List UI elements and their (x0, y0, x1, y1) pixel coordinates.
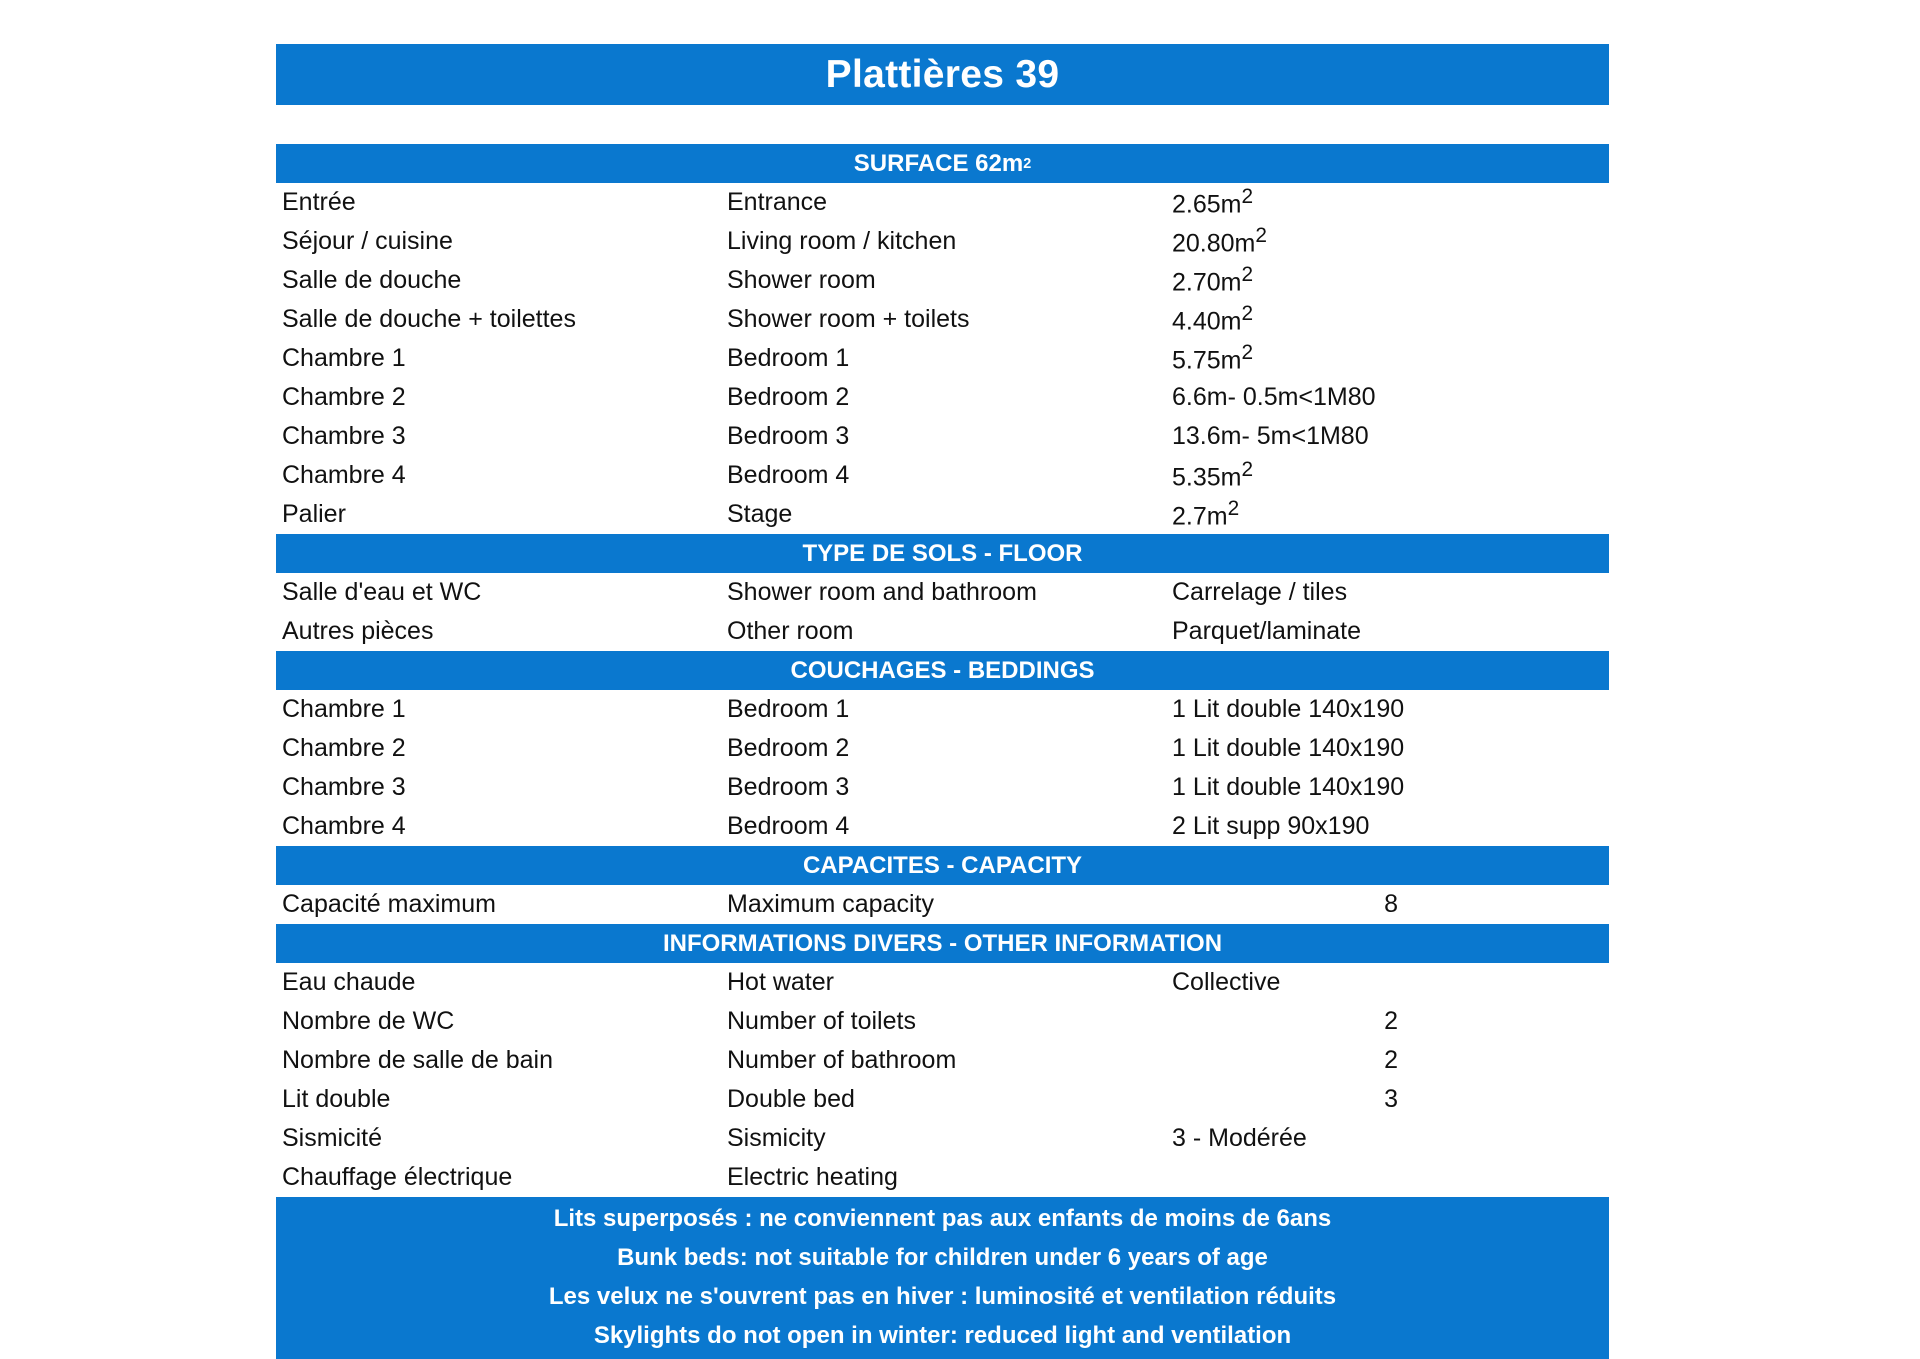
text-value: Carrelage / tiles (1172, 578, 1348, 606)
value-cell (1166, 1124, 1609, 1153)
text-value: 5.75m (1172, 346, 1242, 375)
value-superscript: 2 (1227, 497, 1240, 521)
english-label: Double bed (727, 1085, 855, 1113)
text-value: 2.7m (1172, 502, 1228, 531)
table-row (276, 183, 1609, 222)
french-label: Chambre 2 (282, 734, 406, 762)
section-header-label: COUCHAGES - BEDDINGS (790, 656, 1095, 684)
english-label: Stage (727, 500, 793, 528)
french-label: Chambre 2 (282, 383, 406, 411)
table-row (276, 1041, 1609, 1080)
french-label: Chambre 4 (282, 461, 406, 489)
english-label: Number of toilets (727, 1007, 916, 1035)
value-superscript: 2 (1241, 185, 1254, 209)
table-row (276, 300, 1609, 339)
value-cell (1166, 578, 1609, 607)
value-superscript: 2 (1241, 458, 1254, 482)
text-value: 13.6m- 5m<1M80 (1172, 422, 1369, 450)
french-label: Chauffage électrique (282, 1163, 513, 1191)
note-line: Les velux ne s'ouvrent pas en hiver : luminosité et ventilation réduits (548, 1282, 1337, 1310)
english-label: Living room / kitchen (727, 227, 957, 255)
title-spacer (276, 105, 1609, 144)
text-value: 1 Lit double 140x190 (1172, 734, 1405, 762)
value-cell (1166, 458, 1609, 492)
value-cell (1166, 497, 1609, 531)
value-cell (1166, 812, 1609, 841)
value-cell (1166, 695, 1609, 724)
note-line: Lits superposés : ne conviennent pas aux enfants de moins de 6ans (553, 1204, 1332, 1232)
page-title: Plattières 39 (276, 44, 1609, 105)
text-value: Parquet/laminate (1172, 617, 1362, 645)
english-label: Shower room (727, 266, 876, 294)
section-header (276, 651, 1609, 690)
value-cell (1166, 1007, 1609, 1036)
section-header-label: SURFACE 62m (853, 149, 1024, 177)
table-row (276, 1119, 1609, 1158)
french-label: Lit double (282, 1085, 391, 1113)
french-label: Entrée (282, 188, 356, 216)
notes-block (276, 1197, 1609, 1359)
value-cell (1166, 302, 1609, 336)
value-cell (1166, 1046, 1609, 1075)
english-label: Shower room + toilets (727, 305, 970, 333)
value-cell (1166, 263, 1609, 297)
table-row (276, 1080, 1609, 1119)
text-value: 4.40m (1172, 307, 1242, 336)
english-label: Sismicity (727, 1124, 826, 1152)
section-header-label: TYPE DE SOLS - FLOOR (802, 539, 1083, 567)
value-cell (1166, 1085, 1609, 1114)
english-label: Bedroom 3 (727, 422, 850, 450)
english-label: Shower room and bathroom (727, 578, 1037, 606)
english-label: Other room (727, 617, 854, 645)
english-label: Hot water (727, 968, 834, 996)
value-cell (1166, 617, 1609, 646)
table-row (276, 417, 1609, 456)
table-row (276, 963, 1609, 1002)
table-row (276, 1002, 1609, 1041)
english-label: Bedroom 4 (727, 812, 850, 840)
english-label: Bedroom 1 (727, 344, 850, 372)
value-cell (1166, 422, 1609, 451)
french-label: Salle d'eau et WC (282, 578, 482, 606)
table-row (276, 339, 1609, 378)
section-header (276, 846, 1609, 885)
text-value: 1 Lit double 140x190 (1172, 695, 1405, 723)
text-value: 3 - Modérée (1172, 1124, 1307, 1152)
table-row (276, 222, 1609, 261)
french-label: Autres pièces (282, 617, 434, 645)
table-row (276, 807, 1609, 846)
table-row (276, 768, 1609, 807)
french-label: Chambre 3 (282, 773, 406, 801)
english-label: Entrance (727, 188, 828, 216)
numeric-value: 8 (1384, 890, 1398, 918)
section-header: SURFACE 62m 2 (276, 144, 1609, 183)
section-header-label: INFORMATIONS DIVERS - OTHER INFORMATION (662, 929, 1223, 957)
table-row (276, 690, 1609, 729)
sections-container (276, 144, 1609, 1197)
numeric-value: 2 (1384, 1007, 1398, 1035)
value-cell (1166, 341, 1609, 375)
value-superscript: 2 (1255, 224, 1267, 248)
french-label: Chambre 1 (282, 344, 406, 372)
value-cell (1166, 383, 1609, 412)
value-superscript: 2 (1241, 302, 1254, 326)
property-sheet (276, 44, 1609, 1359)
text-value: 6.6m- 0.5m<1M80 (1172, 383, 1376, 411)
french-label: Chambre 4 (282, 812, 406, 840)
text-value: 1 Lit double 140x190 (1172, 773, 1405, 801)
english-label: Bedroom 4 (727, 461, 850, 489)
value-superscript: 2 (1241, 263, 1254, 287)
value-cell (1166, 185, 1609, 219)
text-value: 20.80m (1172, 229, 1256, 258)
table-row (276, 612, 1609, 651)
value-superscript: 2 (1241, 341, 1254, 365)
value-cell (1166, 773, 1609, 802)
french-label: Eau chaude (282, 968, 416, 996)
english-label: Bedroom 2 (727, 734, 850, 762)
table-row (276, 261, 1609, 300)
table-row (276, 885, 1609, 924)
french-label: Séjour / cuisine (282, 227, 453, 255)
english-label: Number of bathroom (727, 1046, 957, 1074)
french-label: Salle de douche (282, 266, 462, 294)
french-label: Sismicité (282, 1124, 383, 1152)
table-row (276, 495, 1609, 534)
note-line: Skylights do not open in winter: reduced light and ventilation (593, 1321, 1292, 1349)
numeric-value: 2 (1384, 1046, 1398, 1074)
french-label: Chambre 3 (282, 422, 406, 450)
french-label: Capacité maximum (282, 890, 496, 918)
french-label: Nombre de WC (282, 1007, 455, 1035)
value-cell (1166, 890, 1609, 919)
table-row (276, 456, 1609, 495)
section-header (276, 924, 1609, 963)
english-label: Bedroom 3 (727, 773, 850, 801)
text-value: 2.65m (1172, 190, 1242, 219)
table-row (276, 1158, 1609, 1197)
value-cell (1166, 734, 1609, 763)
section-header-label: CAPACITES - CAPACITY (802, 851, 1083, 879)
table-row (276, 729, 1609, 768)
french-label: Palier (282, 500, 346, 528)
table-row (276, 573, 1609, 612)
text-value: Collective (1172, 968, 1281, 996)
french-label: Salle de douche + toilettes (282, 305, 576, 333)
french-label: Nombre de salle de bain (282, 1046, 553, 1074)
french-label: Chambre 1 (282, 695, 406, 723)
section-header (276, 534, 1609, 573)
text-value: 2.70m (1172, 268, 1242, 297)
english-label: Bedroom 1 (727, 695, 850, 723)
numeric-value: 3 (1384, 1085, 1398, 1113)
english-label: Bedroom 2 (727, 383, 850, 411)
table-row (276, 378, 1609, 417)
english-label: Electric heating (727, 1163, 898, 1191)
english-label: Maximum capacity (727, 890, 934, 918)
text-value: 2 Lit supp 90x190 (1172, 812, 1370, 840)
note-line: Bunk beds: not suitable for children under 6 years of age (617, 1243, 1268, 1271)
value-cell (1166, 224, 1609, 258)
value-cell (1166, 968, 1609, 997)
text-value: 5.35m (1172, 463, 1242, 492)
